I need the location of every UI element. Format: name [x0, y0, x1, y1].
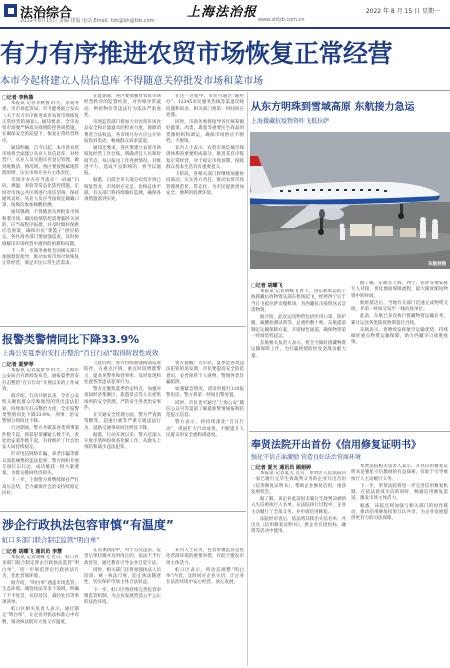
court-subhead: 强化守信正面激励 营造良好法治营商环境 [251, 454, 361, 461]
paragraph: 同时，相关部门还将加强执法人员培训，统一执法尺度，防止执法随意性，切实保护市场主体合法权益。 [84, 567, 161, 586]
paragraph: 据介绍，此次运送物资包括医用口罩、防护服、核酸检测试剂等，总重约数十吨。东航提前制定运输保障方案，开辟绿色通道，确保物资第一时间装机起运。 [251, 315, 346, 339]
paragraph: 在这一过程中，市民可通过“随申办”、12345市民服务热线等渠道反映问题和诉求，相关部门将第一时间回应处理。 [166, 94, 244, 118]
feature-col-2 [351, 281, 448, 429]
court-col-1 [251, 471, 346, 666]
paragraph: 行动期间，警方共破获各类刑事案件数千起，抓获犯罪嫌疑人数千名，查处治安案件数千起，有效维护了社会治安大局持续稳定。 [2, 426, 79, 450]
paragraph: 航班抵达后，当地有关部门迅速完成物资交接，并第一时间分发至一线抗疫单位。 [351, 300, 448, 312]
paragraph: 奉贤法院相关负责人表示，开具信用修复证明书是强化守信激励的有益探索，有助于引导被执行人主动履行义务。 [351, 464, 448, 482]
paragraph: 虹口区表示，将动态调整“明白单”内容，及时回应企业关切，让企业在法治环境中安心经营、放心发展。 [166, 567, 244, 586]
admin-col-3 [166, 548, 244, 666]
issue-date: 2022 年 8 月 15 日 星期一 [365, 8, 440, 15]
header-rule [0, 27, 450, 29]
paragraph: 据介绍，行动开展以来，全市公安机关聚焦群众反映强烈的突出违法犯罪，持续加大打击整治力度，全市报警类警情同比下降33.9%，刑事、治安警情分别同比下降。 [2, 394, 79, 424]
police-col-1 [2, 368, 79, 508]
police-col-2 [84, 361, 161, 508]
paragraph: 业内人士认为，包容审慎监管是优化营商环境的重要举措，有助于激发市场主体活力。 [166, 548, 244, 566]
paragraph: 下一步，奉贤法院将进一步完善信用修复机制，在依法惩戒失信的同时，畅通信用修复渠道，激发市场主体活力。 [351, 483, 448, 502]
feature-title: 从东方明珠到雪域高原 东航接力急运 [251, 102, 415, 113]
paragraph: 同时，市民也可通过“上海公安”微信公众号等渠道了解最新警情通报和防范提示信息。 [166, 400, 244, 418]
feature-col-1 [251, 289, 346, 429]
main-story-col-2 [84, 94, 161, 323]
paragraph: 下阶段，各相关部门将继续加强协同联动，压实各方责任，推动农贸市场管理规范化、常态化，为市民提供更加安全、便利的消费环境。 [166, 172, 244, 196]
main-story-col-3 [166, 94, 244, 323]
paragraph: 警方表示，将持续深化“百日行动”，巩固扩大行动成果，不断提升人民群众的安全感和满意度。 [166, 420, 244, 438]
page-header [0, 0, 450, 30]
paragraph: 警方提醒广大市民，夏季是各类违法犯罪的易发期，市民要提高安全防范意识，妥善保管个人财物，警惕各类诈骗陷阱。 [166, 361, 244, 385]
police-subhead: 上海公安夏季治安打击整治“百日行动”取得阶段性成效 [2, 349, 159, 357]
admin-subhead: 虹口多部门联合制定监管“明白单” [2, 536, 100, 544]
main-story-col-1 [2, 101, 79, 323]
paragraph: 通知还要求，各区要建立农贸市场恢复经营工作台账，明确责任人员和时间节点，每日报送工作进展情况。对推进不力、造成不良影响的，将予以通报。 [84, 146, 161, 176]
main-subhead: 本市今起将建立人员信息库 不得随意关停批发市场和菜市场 [0, 76, 264, 87]
airplane-illustration [250, 132, 450, 269]
section-name: 法治综合 [20, 6, 73, 21]
photo-credit: 东航供图 [428, 262, 446, 267]
paragraph: 市场监管部门将加大对农贸市场食品安全和计量器具的检查力度，保障消费者合法权益。各市场开办方应公开举报投诉电话，畅通群众诉求渠道。 [84, 120, 161, 144]
paragraph: 据悉，行动开展以来，警方还深入开展矛盾纠纷排查化解工作，从源头上预防和减少违法犯罪。 [84, 432, 161, 451]
paragraph: 通知强调，不得随意关停批发市场和菜市场。确因疫情防控需要临时关闭的，应当按程序报批，并及时做好保供应急预案，确保市民“菜篮子”供应稳定。各区商务部门要加强巡查，及时协调解决市场经营中遇到的困难和问题。 [2, 210, 79, 247]
paragraph: 同时，市商务委将指导各区统筹做好蔬菜、肉类、禽蛋等重要民生商品的货源组织和调运，确保市场供应不断档、不脱销。 [166, 120, 244, 144]
main-headline: 有力有序推进农贸市场恢复正常经营 [0, 39, 393, 68]
paragraph: 如遇紧急情况，请及时拨打110报警电话，警方将第一时间出警处置。 [166, 387, 244, 399]
paragraph: 法院经审查后，依法将其移出失信名单，并出具《信用修复证明书》，供企业在招投标、融资等活动中使用。 [251, 516, 346, 535]
paragraph: 东航相关负责人表示，将全力做好援藏物资运输保障工作，为打赢疫情防控攻坚战贡献力量。 [251, 341, 346, 359]
column-divider [247, 92, 248, 666]
section-rule [0, 511, 246, 512]
paragraph: 业内人士表示，农贸市场是城市保供体系的重要组成部分，推进其有序恢复正常经营，对于稳定市场预期、保障群众基本生活具有重要意义。 [166, 146, 244, 170]
paragraph: 本报讯 记者胡蝶飞 近日，虹口区多部门联合制定涉企行政执法监管“明白单”，进一步规范涉企行政执法行为，优化营商环境。 [2, 555, 79, 579]
paragraph: 此前，东航已多次执行援藏物资运输任务，累计运送各类防疫物资超过百吨。 [351, 314, 448, 326]
admin-byline: □记者 胡蝶飞 通讯员 李慧 [2, 549, 62, 555]
headline-separator [0, 90, 450, 91]
court-col-2 [351, 464, 448, 666]
paragraph: 下一步，虹口区将持续完善包容审慎监管机制，为企业发展营造公平公正的法治环境。 [84, 587, 161, 605]
paragraph: 在具体执法中，对于首次违法、危害后果轻微并及时改正的，依法不予行政处罚，通过教育引导企业自觉守法。 [84, 548, 161, 566]
paragraph: 虹口区相关负责人表示，通过制定“明白单”，让企业对执法标准心中有数，推动执法既有力度又有温度。 [2, 607, 79, 625]
newspaper-masthead: 上海法治报 [187, 5, 258, 20]
paragraph: 与此同时，警方持续加强街面巡逻防控，在重点区域、重点时段增派警力，提高见警率和管事率，及时发现和处置各类违法犯罪行为。 [84, 361, 161, 385]
paragraph: 下一步，市商务委将会同相关部门加强督促指导，推动农贸市场尽快恢复正常经营，满足市民日常生活需求。 [2, 248, 79, 267]
paragraph: 下一步，上海警方将继续保持严打高压态势，全力确保社会治安持续稳定向好。 [2, 478, 79, 496]
section-marker-inner [8, 8, 14, 14]
paragraph: 东航表示，将继续发挥航空运输优势，持续做好重点物资运输保障，助力西藏早日战胜疫情。 [351, 327, 448, 346]
police-col-3 [166, 361, 244, 508]
main-byline: □记者 李秋鲁 [2, 95, 34, 101]
paragraph: 据了解，东航在上海、西宁、拉萨等地安排专人对接，优化地面保障流程，最大限度缩短物资中转时间。 [351, 281, 448, 299]
paragraph: 本报讯 记者李秋鲁 昨天，市商务委、市市场监管局、市卫健委联合发布《关于有力有序推进本市农贸市场恢复正常经营的通知》。通知要求，全市农贸市场要严格落实疫情防控各项措施，在确保安全的前提下，恢复正常经营秩序。 [2, 101, 79, 144]
paragraph: 在此期间，各区要加强对农贸市场经营秩序的监督检查，对价格异常波动、哄抬物价等违法行为依法严肃查处。 [84, 94, 161, 118]
admin-headline: 涉企行政执法包容审慎“有温度” [2, 518, 174, 532]
paragraph: 本报讯 记者夏天 近日，奉贤区人民法院向一家已履行完毕生效裁判义务的企业开出首份《信用修复证明书》，帮助企业修复信用，重获发展机会。 [251, 471, 346, 495]
paragraph: 警方还聚焦夏季治安特点，加强对夜间经济集聚区、旅游景点等人员密集场所的安全管理，严防发生各类治安事件。 [84, 387, 161, 411]
paragraph: 据悉，该院还将加强与相关部门的协作联动，推动信用修复结果互认共享，为企业发展提供更有力的司法保障。 [351, 503, 448, 521]
section-rule [249, 431, 450, 432]
paragraph: 在交通安全管理方面，警方严查酒驾醉驾、超速行驶等严重交通违法行为，道路交通事故同比明显下降。 [84, 413, 161, 431]
feature-byline: □记者 胡蝶飞 [251, 283, 283, 289]
court-headline: 奉贤法院开出首份《信用修复证明书》 [251, 440, 421, 451]
court-byline: □记者 夏天 通讯员 顾娟婷 [251, 465, 311, 471]
paragraph: 据介绍，“明白单”涵盖市场监管、生态环境、城管执法等多个领域，明确了不予处罚、从轻处罚、减轻处罚等事项清单。 [2, 581, 79, 605]
section-rule [0, 326, 246, 327]
paragraph: 市场开办方应当落实“一码通”扫码、测温、查验等常态化防控措施，定时对市场公共区域进行清洁消毒，保持通风良好。从业人员应当按规定佩戴口罩，按频次参加核酸检测。 [2, 178, 79, 208]
header-contact: 2022年8月15日 责编 排版 电话 Email: fzb@bh@fzb.com [20, 18, 155, 24]
paragraph: 本报讯 记者胡蝶飞 昨天，由东航承运的上海援藏抗疫物资从浦东机场起飞，经停西宁后于当日飞抵拉萨贡嘎机场，为西藏抗击疫情送去急需物资。 [251, 289, 346, 313]
feature-subtitle: 上海援藏抗疫物资昨飞抵拉萨 [251, 118, 330, 125]
police-byline: □记者 夏梦琴 [2, 362, 34, 368]
admin-col-1 [2, 555, 79, 666]
paragraph: 据了解，该企业此前因未履行生效判决被纳入失信被执行人名单。在法院执行过程中，企业主动履行了全部义务，并申请信用修复。 [251, 497, 346, 515]
paragraph: 据悉，目前全市大部分农贸市场已恢复营业，市场供应充足，价格总体平稳。有关部门将持续做好监测，确保各项措施落到实处。 [84, 178, 161, 202]
paragraph: 本报讯 记者夏梦琴 昨天，上海市公安局召开新闻发布会，通报夏季治安打击整治“百日行动”开展以来的工作成效。 [2, 368, 79, 392]
paragraph: 针对电信网络诈骗、养老诈骗等群众深恶痛绝的违法犯罪，警方组织开展专项打击行动，成功破获一批大案要案，为群众挽回经济损失。 [2, 452, 79, 476]
admin-col-2 [84, 548, 161, 666]
airplane-photo [250, 132, 450, 269]
paragraph: 通知明确，自今日起，本市各农贸市场将全面建立从业人员信息库，对经营户、从业人员实施实名登记管理，做到底数清、情况明。各区要按照属地管理原则，压实市场开办方主体责任。 [2, 145, 79, 176]
newspaper-url: www.shfzb.com.cn [258, 17, 305, 23]
police-headline: 报警类警情同比下降33.9% [2, 333, 140, 346]
